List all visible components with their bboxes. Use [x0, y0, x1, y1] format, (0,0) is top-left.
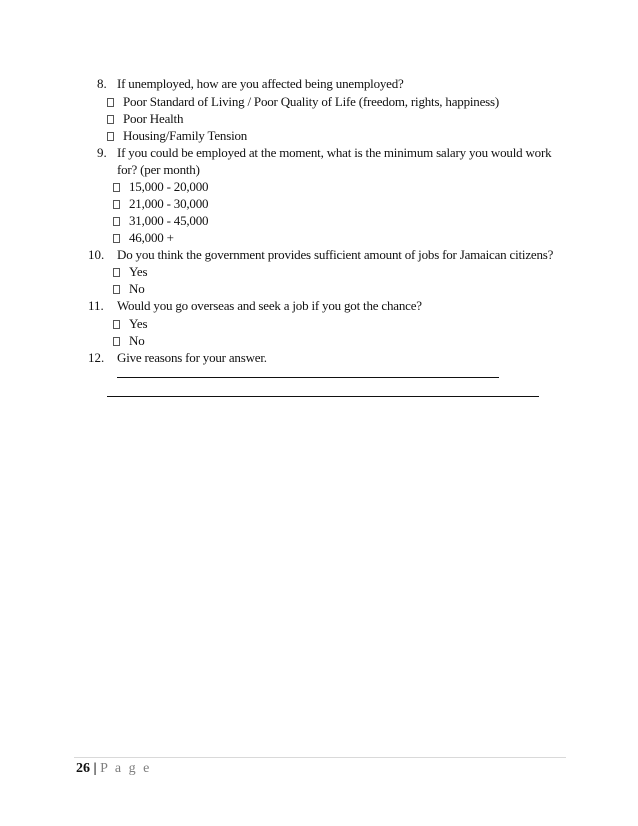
question-12-number: 12.: [88, 350, 105, 365]
checkbox-icon[interactable]: [113, 183, 120, 192]
question-10-text: Do you think the government provides sufficient amount of jobs for Jamaican citizens?: [117, 247, 554, 262]
footer-separator: |: [93, 761, 97, 776]
question-8-option-3[interactable]: Housing/Family Tension: [107, 127, 247, 144]
page-number: 26: [76, 761, 90, 776]
checkbox-icon[interactable]: [113, 200, 120, 209]
question-9-option-3[interactable]: 31,000 - 45,000: [113, 212, 208, 229]
question-9-option-2[interactable]: 21,000 - 30,000: [113, 195, 208, 212]
question-8-option-1[interactable]: Poor Standard of Living / Poor Quality of Life (freedom, rights, happiness): [107, 93, 499, 110]
answer-line-2[interactable]: [107, 396, 539, 397]
checkbox-icon[interactable]: [107, 132, 114, 141]
answer-line-1[interactable]: [117, 377, 499, 378]
question-11-number: 11.: [88, 298, 104, 313]
checkbox-icon[interactable]: [113, 268, 120, 277]
checkbox-icon[interactable]: [113, 320, 120, 329]
question-9-text: If you could be employed at the moment, what is the minimum salary you would work: [117, 145, 552, 160]
question-11-text: Would you go overseas and seek a job if you got the chance?: [117, 298, 422, 313]
checkbox-icon[interactable]: [113, 217, 120, 226]
footer-divider: [74, 757, 566, 758]
question-12-text: Give reasons for your answer.: [117, 350, 267, 365]
checkbox-icon[interactable]: [113, 234, 120, 243]
question-11-option-yes[interactable]: Yes: [113, 315, 147, 332]
question-9-text-continued: for? (per month): [117, 162, 200, 177]
question-9-option-4[interactable]: 46,000 +: [113, 229, 174, 246]
question-8-option-2[interactable]: Poor Health: [107, 110, 183, 127]
question-11-option-no[interactable]: No: [113, 332, 145, 349]
question-8-text: If unemployed, how are you affected being unemployed?: [117, 76, 404, 91]
page-footer: [76, 761, 151, 777]
question-10-option-yes[interactable]: Yes: [113, 263, 147, 280]
question-10-number: 10.: [88, 247, 105, 262]
checkbox-icon[interactable]: [107, 98, 114, 107]
checkbox-icon[interactable]: [107, 115, 114, 124]
checkbox-icon[interactable]: [113, 337, 120, 346]
question-9-option-1[interactable]: 15,000 - 20,000: [113, 178, 208, 195]
checkbox-icon[interactable]: [113, 285, 120, 294]
question-8-number: 8.: [97, 76, 107, 91]
page-label: P a g e: [100, 761, 152, 776]
question-9-number: 9.: [97, 145, 107, 160]
question-10-option-no[interactable]: No: [113, 280, 145, 297]
